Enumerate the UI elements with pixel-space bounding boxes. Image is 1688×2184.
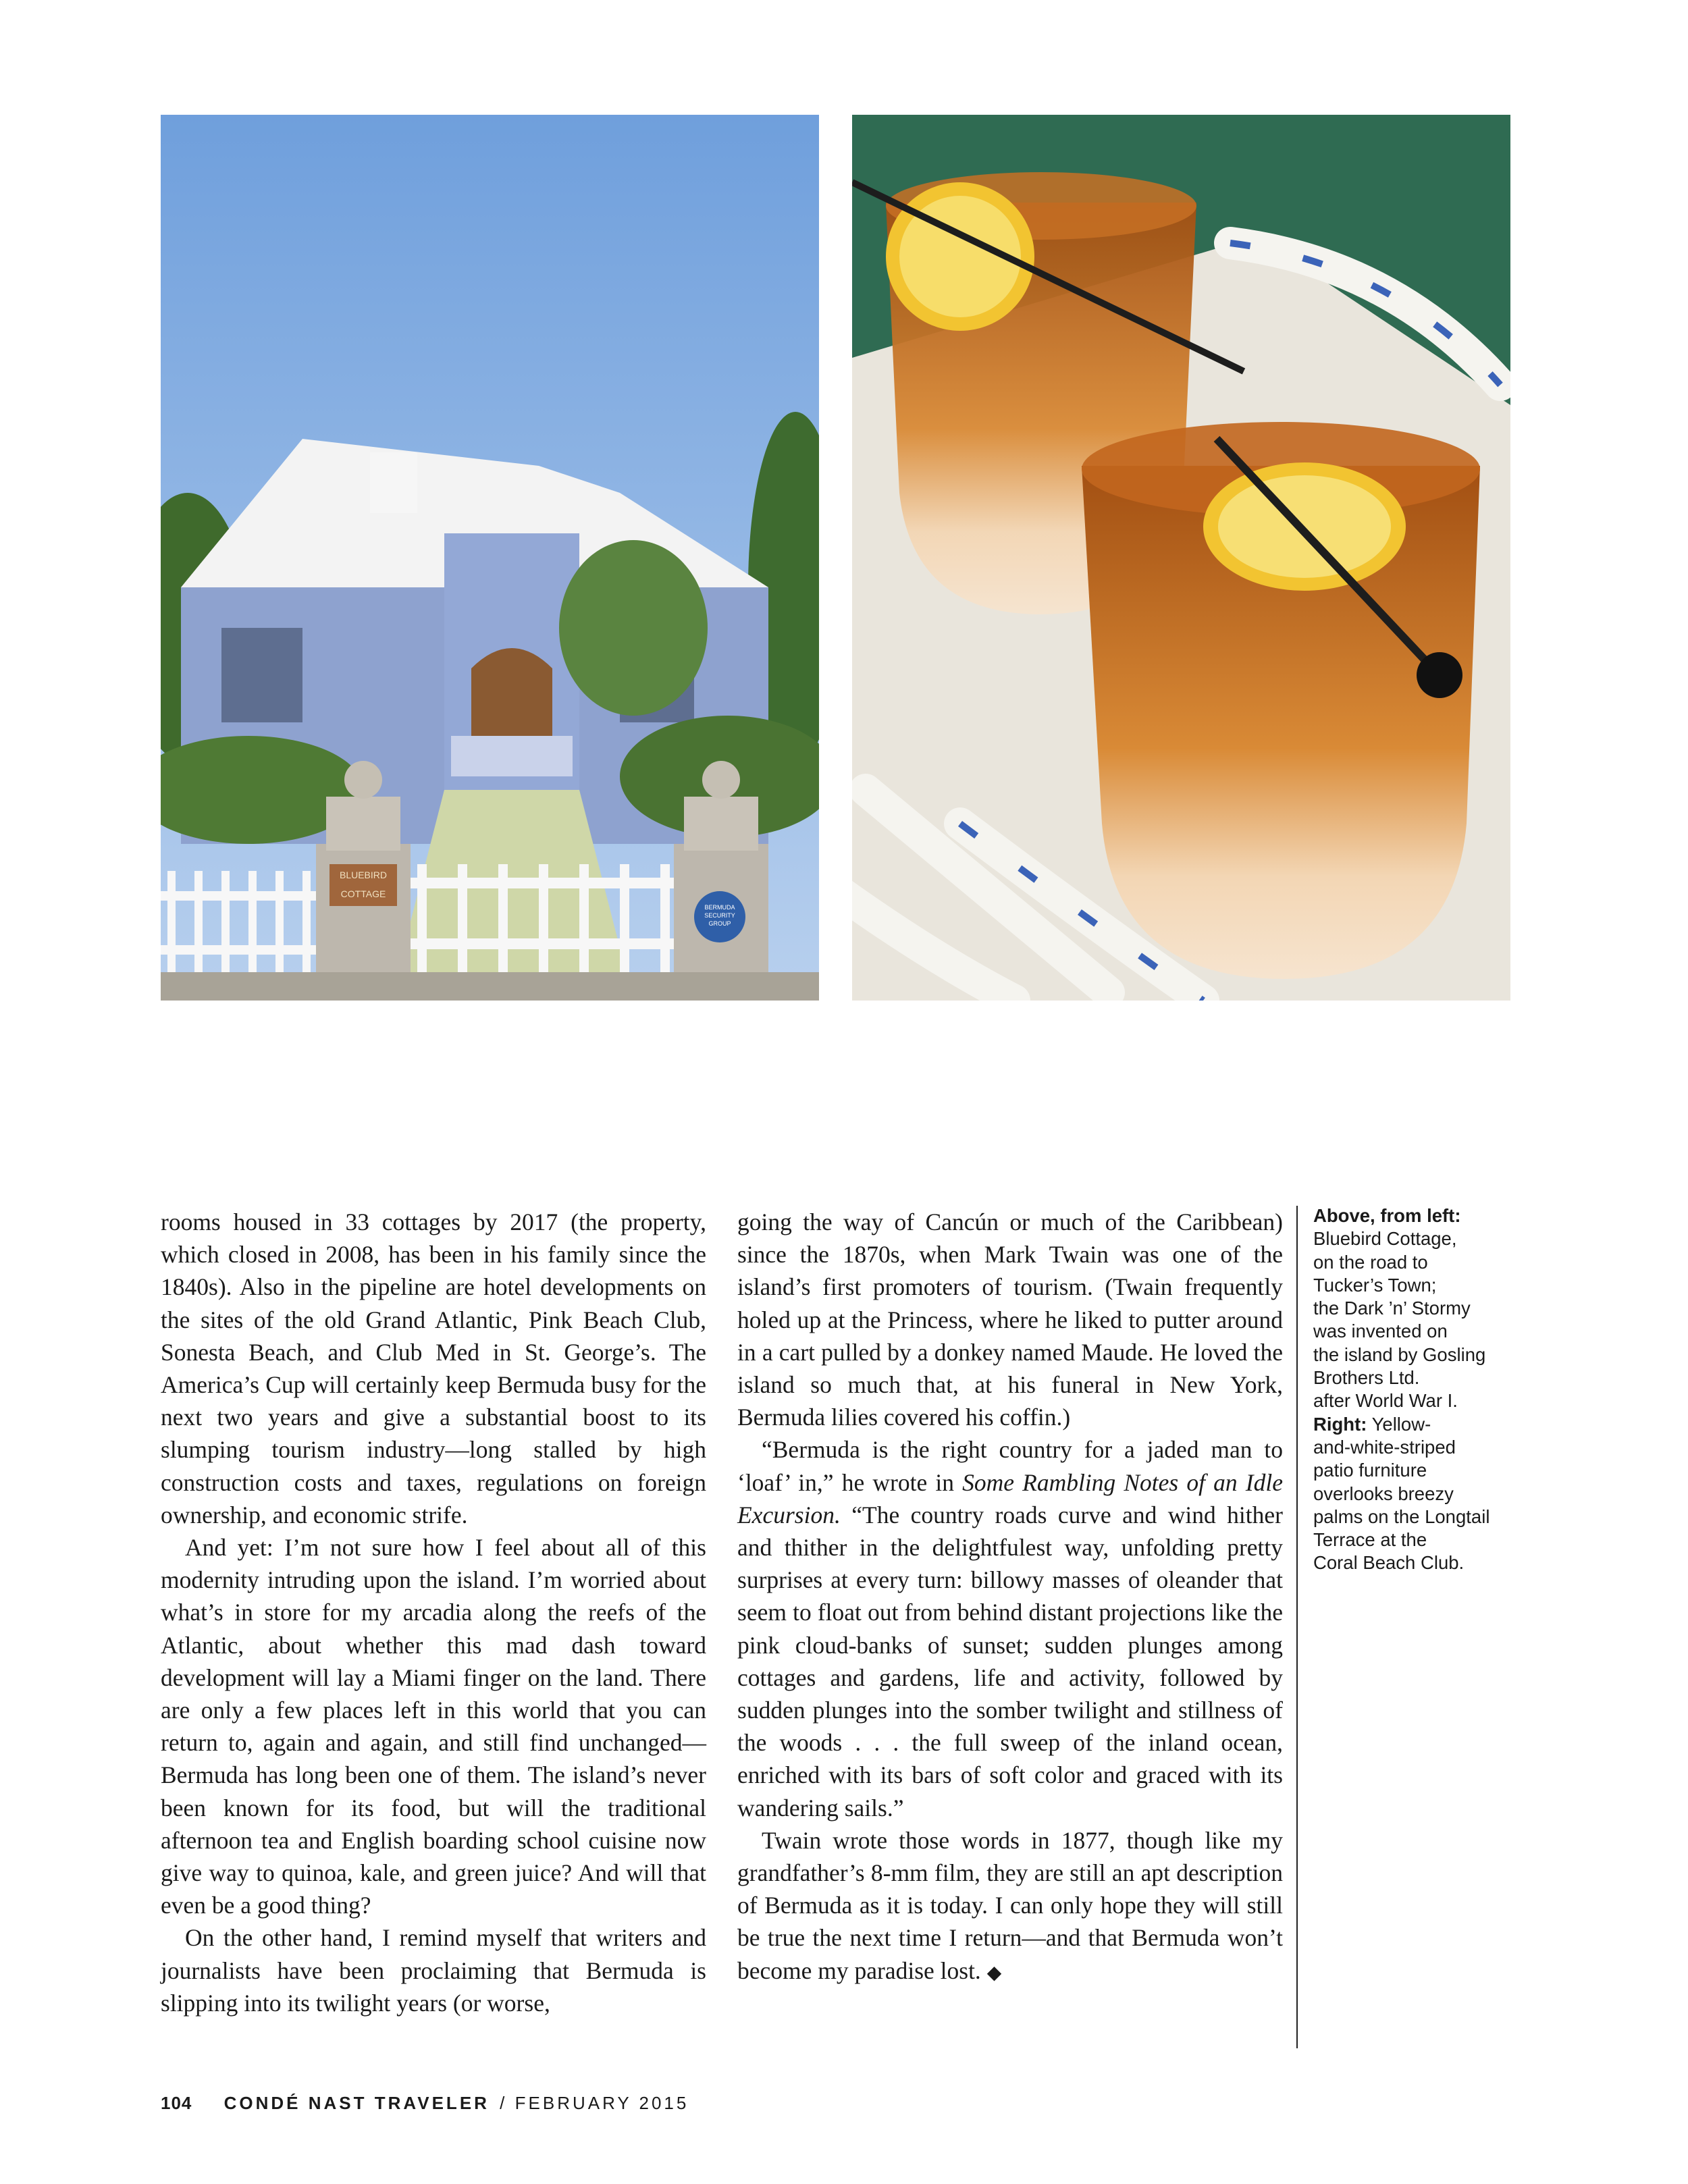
cottage-sign [329,865,397,903]
closing-text: Twain wrote those words in 1877, though like my grandfather’s 8-mm film, they are still an apt description of Bermuda as it is today. I can only hope they will still be true the next time I return—and that Bermuda won’t become my paradise lost. [737,1826,1283,1984]
article-column-2 [737,1206,1283,1990]
caption-line: was invented on [1313,1321,1448,1342]
article-paragraph-closing [737,1824,1283,1990]
quote-text: “The country roads curve and wind hither and thither in the delightfulest way, unfolding pretty surprises at every turn: billowy masses of oleander that seem to float out from behind distant projections like the pink cloud-banks of sunset; sudden plunges among cottages and gardens, life and activity, followed by sudden plunges into the somber twilight and stillness of the woods . . . the full sweep of the inland ocean, enriched with its bars of soft color and graced with its wandering sails.” [737,1501,1283,1821]
article-column-1 [161,1206,706,2019]
quote-intro: “Bermuda is the right country for a jaded man to ‘loaf’ in,” he wrote in [737,1436,1283,1496]
article-paragraph: going the way of Cancún or much of the Caribbean) since the 1870s, when Mark Twain was one of the island’s first promoters of tourism. (Twain frequently holed up at the Princess, where he liked to putter around in a cart pulled by a donkey named Maude. He loved the island so much that, at his funeral in New York, Bermuda lilies covered his coffin.) [737,1208,1283,1431]
cottage-sign-line: COTTAGE [340,888,386,899]
caption-line: on the road to [1313,1251,1428,1273]
issue-date: FEBRUARY 2015 [515,2093,689,2113]
plaque-line: BERMUDA [704,904,735,911]
caption-line: Yellow- [1371,1413,1431,1435]
house-photo-icon [161,115,819,1001]
caption-line: Brothers Ltd. [1313,1367,1420,1389]
book-title: Some Rambling Notes of an Idle Excursion. [737,1468,1283,1528]
security-plaque [694,891,745,942]
caption-line: Coral Beach Club. [1313,1552,1465,1574]
page-number: 104 [161,2093,192,2113]
article-paragraph-twain-quote [737,1433,1283,1823]
bluebird-cottage-photo [161,115,819,1001]
photo-caption [1313,1204,1516,1575]
caption-line: and-white-striped [1313,1436,1456,1458]
caption-line: palms on the Longtail [1313,1506,1490,1527]
caption-line: patio furniture [1313,1460,1427,1481]
end-mark-icon: ◆ [986,1962,1002,1983]
plaque-line: GROUP [708,920,731,927]
caption-divider [1296,1206,1298,2048]
footer-separator: / [500,2093,505,2113]
caption-right-label: Right: [1313,1413,1367,1435]
caption-line: Tucker’s Town; [1313,1274,1437,1296]
cocktail-photo-icon [852,115,1510,1001]
cottage-sign-line: BLUEBIRD [339,870,388,880]
plaque-line: SECURITY [704,912,735,919]
article-paragraph: rooms housed in 33 cottages by 2017 (the property, which closed in 2008, has been in his family since the 1840s). Also in the pipeline are hotel developments on the sites of the old Grand Atlantic, Pink Beach Club, Sonesta Beach, and Club Med in St. George’s. The America’s Cup will certainly keep Bermuda busy for the next two years and give a substantial boost to its slumping tourism industry—long stalled by high construction costs and taxes, regulations on foreign ownership, and economic strife. [161,1208,706,1528]
caption-line: Terrace at the [1313,1529,1427,1551]
caption-line: the Dark ’n’ Stormy [1313,1298,1471,1319]
caption-heading: Above, from left: [1313,1205,1461,1226]
caption-line: Bluebird Cottage, [1313,1228,1457,1250]
caption-line: overlooks breezy [1313,1483,1454,1504]
magazine-name: CONDÉ NAST TRAVELER [223,2093,490,2113]
caption-line: after World War I. [1313,1390,1458,1412]
page-footer [161,2093,689,2114]
cocktail-photo [852,115,1510,1001]
article-paragraph: And yet: I’m not sure how I feel about all of this modernity intruding upon the island. I’m worried about what’s in store for my arcadia along the reefs of the Atlantic, about whether this mad dash toward development will lay a Miami finger on the land. There are only a few places left in this world that you can return to, again and again, and still find unchanged—Bermuda has long been one of them. The island’s never been known for its food, but will the traditional afternoon tea and English boarding school cuisine now give way to quinoa, kale, and green juice? And will that even be a good thing? [161,1534,706,1919]
caption-line: the island by Gosling [1313,1343,1486,1365]
article-paragraph: On the other hand, I remind myself that writers and journalists have been proclaiming that Bermuda is slipping into its twilight years (or worse, [161,1924,706,2017]
